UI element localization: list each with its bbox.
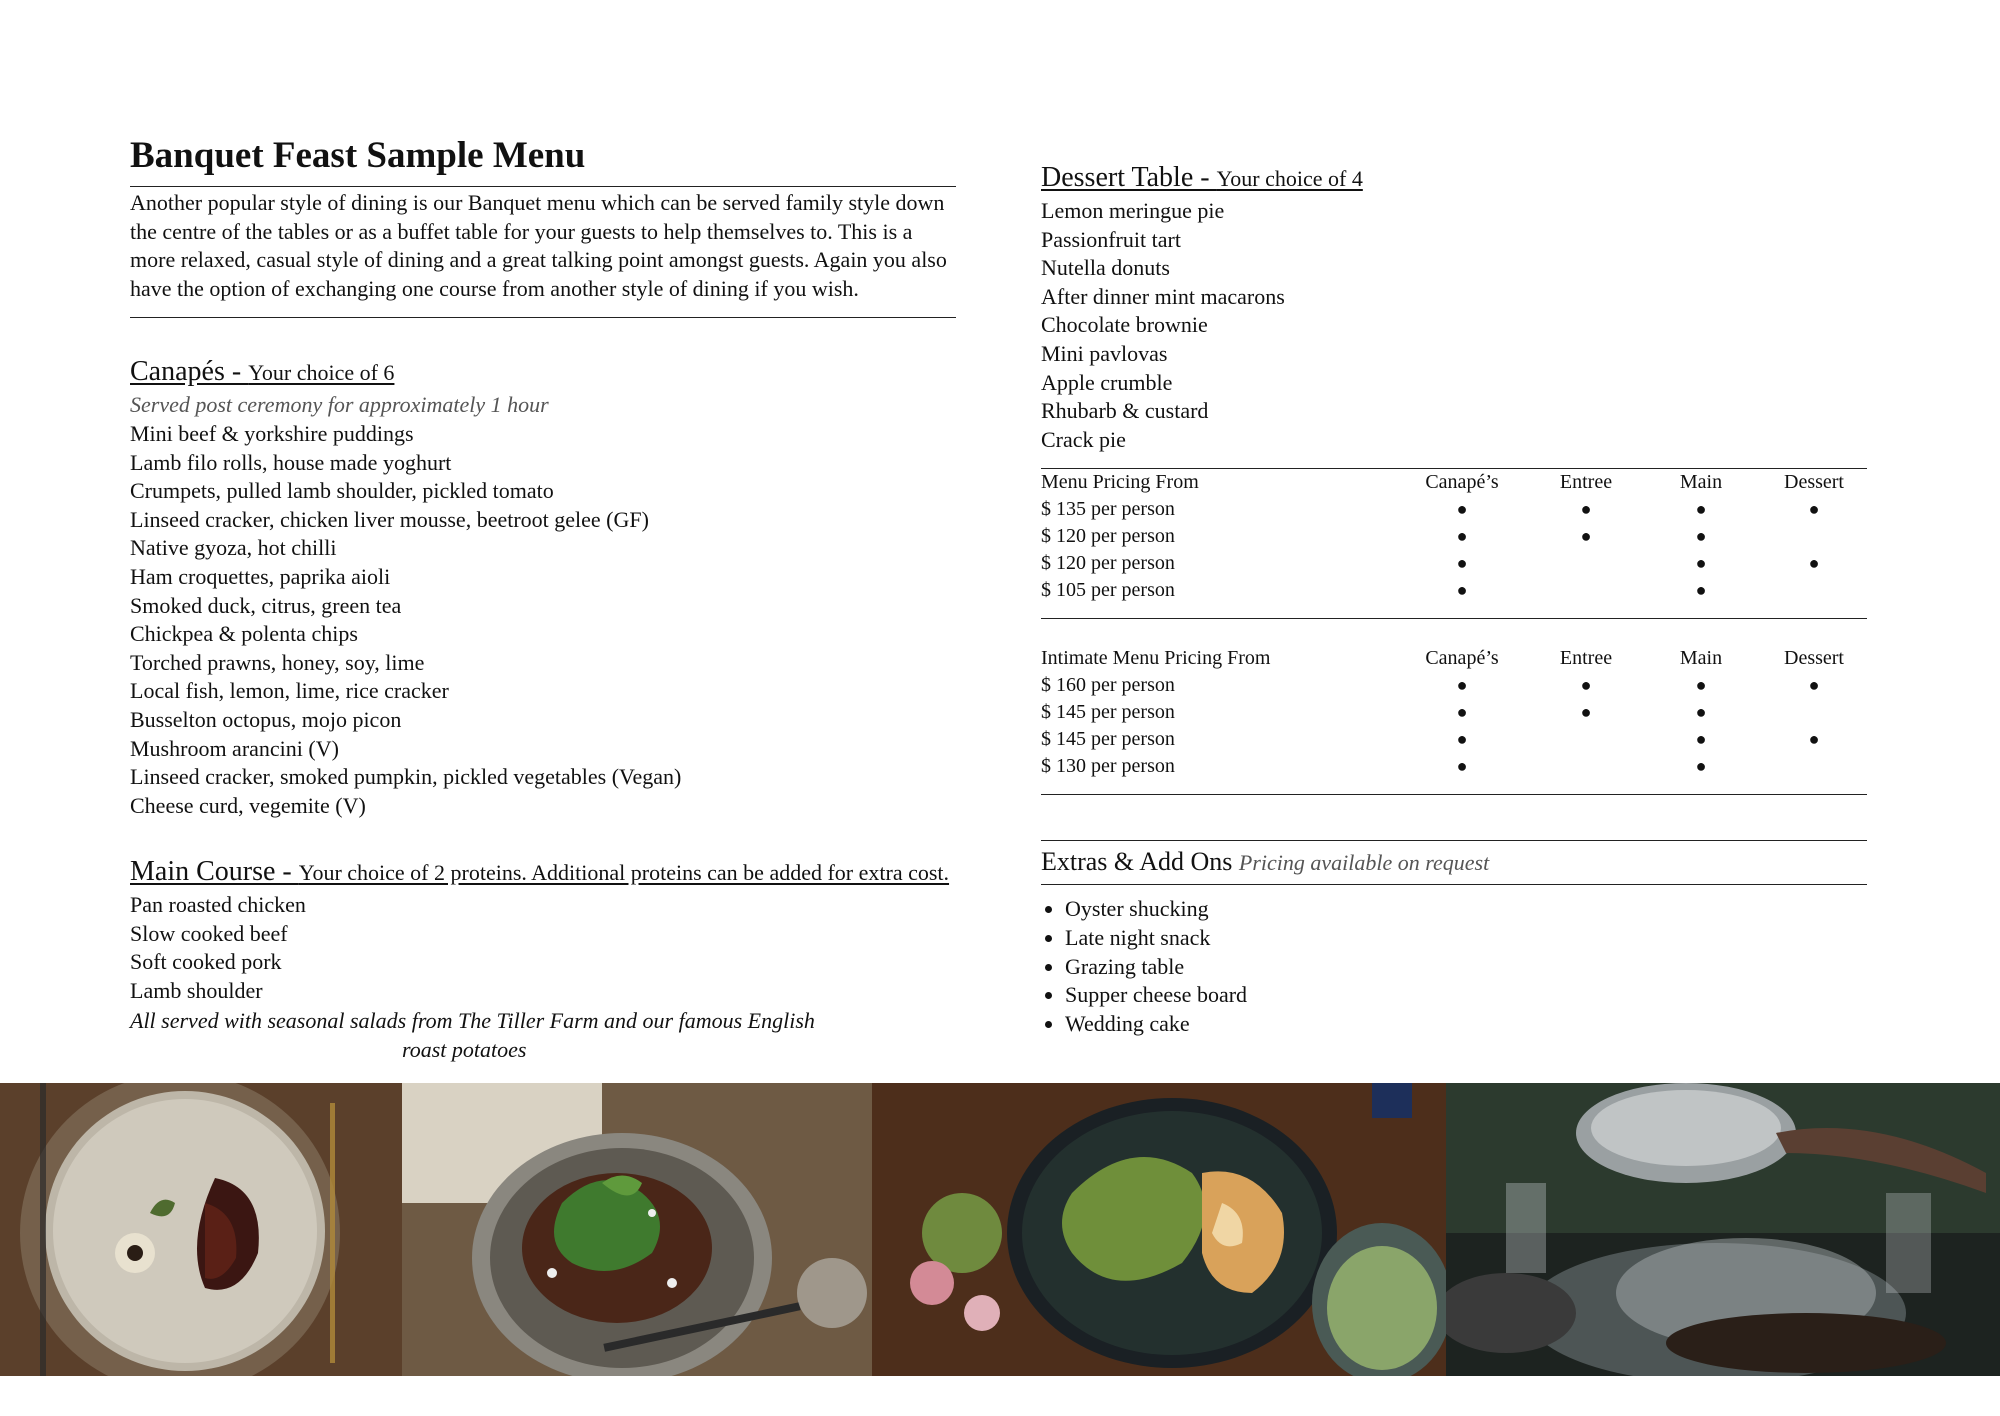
list-item: Torched prawns, honey, soy, lime [130, 649, 425, 675]
list-item: • Oyster shucking [1065, 895, 1867, 924]
menu-intro: Another popular style of dining is our Banquet menu which can be served family style down the centre of the tables or as a buffet table for your guests to help themselves to. This is a more relaxed, casual style of dining and a great talking point amongst guests. Again you also have the option of exchanging one course from another style of dining if you wish. [130, 187, 956, 318]
included-main-dot: ● [1695, 526, 1707, 547]
list-item: Cheese curd, vegemite (V) [130, 792, 366, 818]
list-item: Crack pie [1041, 426, 1126, 452]
dessert-heading [1041, 160, 1867, 197]
dessert-heading-sub: Your choice of 4 [1216, 166, 1363, 191]
included-canapes-dot: ● [1456, 499, 1468, 520]
included-dessert-dot: ● [1808, 499, 1820, 520]
col-main: Main [1679, 471, 1723, 494]
list-item: Rhubarb & custard [1041, 398, 1209, 424]
main-course-list [130, 891, 956, 1005]
list-item: • Grazing table [1065, 953, 1867, 982]
included-canapes-dot: ● [1456, 729, 1468, 750]
list-item: Ham croquettes, paprika aioli [130, 563, 391, 589]
list-item: Passionfruit tart [1041, 226, 1181, 252]
included-canapes-dot: ● [1456, 675, 1468, 696]
canapes-heading [130, 354, 956, 391]
list-item: After dinner mint macarons [1041, 283, 1285, 309]
extras-note: Pricing available on request [1238, 850, 1490, 876]
price-label: $ 130 per person [1041, 755, 1175, 778]
included-entree-dot: ● [1580, 702, 1592, 723]
pricing-header-row [1041, 469, 1867, 496]
included-main-dot: ● [1695, 499, 1707, 520]
included-canapes-dot: ● [1456, 702, 1468, 723]
list-item: Lemon meringue pie [1041, 198, 1225, 223]
included-dessert-dot: ● [1808, 553, 1820, 574]
list-item: • Supper cheese board [1065, 981, 1867, 1010]
included-entree-dot: ● [1580, 526, 1592, 547]
price-label: $ 160 per person [1041, 674, 1175, 697]
main-heading-sub: Your choice of 2 proteins. Additional proteins can be added for extra cost. [298, 860, 950, 886]
included-canapes-dot: ● [1456, 553, 1468, 574]
col-entree: Entree [1559, 471, 1613, 494]
included-main-dot: ● [1695, 553, 1707, 574]
pricing-row [1041, 699, 1867, 726]
main-course-heading [130, 854, 956, 891]
main-course-note-line1: All served with seasonal salads from The Tiller Farm and our famous English [130, 1007, 815, 1033]
price-label: $ 105 per person [1041, 579, 1175, 602]
photo-plated-beef [0, 1083, 402, 1376]
pricing-row [1041, 577, 1867, 604]
photo-smoking-dessert [1446, 1083, 2000, 1376]
pricing-row [1041, 550, 1867, 577]
included-canapes-dot: ● [1456, 756, 1468, 777]
price-label: $ 145 per person [1041, 701, 1175, 724]
list-item: • Wedding cake [1065, 1010, 1867, 1039]
list-item: Slow cooked beef [130, 920, 288, 946]
extras-list [1041, 895, 1867, 1038]
pricing-table [1041, 468, 1867, 619]
list-item: Native gyoza, hot chilli [130, 535, 337, 561]
included-canapes-dot: ● [1456, 526, 1468, 547]
list-item: • Late night snack [1065, 924, 1867, 953]
list-item: Smoked duck, citrus, green tea [130, 592, 402, 618]
col-main: Main [1679, 647, 1723, 670]
left-column [130, 130, 956, 1064]
intimate-pricing-table [1041, 645, 1867, 795]
pricing-heading: Menu Pricing From [1041, 471, 1199, 494]
col-canapes: Canapé’s [1425, 471, 1499, 494]
included-main-dot: ● [1695, 729, 1707, 750]
included-entree-dot: ● [1580, 675, 1592, 696]
extras-heading-title: Extras & Add Ons [1041, 847, 1239, 877]
extras-heading [1041, 840, 1867, 885]
list-item: Mushroom arancini (V) [130, 735, 339, 761]
included-main-dot: ● [1695, 580, 1707, 601]
list-item: Mini pavlovas [1041, 340, 1168, 366]
list-item: Linseed cracker, chicken liver mousse, beetroot gelee (GF) [130, 506, 649, 532]
pricing-row [1041, 672, 1867, 699]
pricing-row [1041, 726, 1867, 753]
photo-banquet-platter [872, 1083, 1446, 1376]
dessert-heading-title: Dessert Table - [1041, 162, 1217, 193]
list-item: Chickpea & polenta chips [130, 621, 358, 647]
included-dessert-dot: ● [1808, 729, 1820, 750]
list-item: Linseed cracker, smoked pumpkin, pickled vegetables (Vegan) [130, 764, 682, 790]
list-item: Busselton octopus, mojo picon [130, 706, 402, 732]
list-item: Soft cooked pork [130, 949, 282, 975]
list-item: Local fish, lemon, lime, rice cracker [130, 678, 449, 704]
menu-title: Banquet Feast Sample Menu [130, 130, 956, 187]
list-item: Nutella donuts [1041, 255, 1170, 281]
col-dessert: Dessert [1784, 647, 1844, 670]
canapes-heading-title: Canapés - [130, 356, 249, 388]
pricing-row [1041, 496, 1867, 523]
included-dessert-dot: ● [1808, 675, 1820, 696]
photo-strip [0, 1083, 2000, 1376]
intimate-pricing-heading: Intimate Menu Pricing From [1041, 647, 1271, 670]
col-dessert: Dessert [1784, 471, 1844, 494]
included-main-dot: ● [1695, 675, 1707, 696]
right-column [1041, 160, 1867, 1038]
included-entree-dot: ● [1580, 499, 1592, 520]
pricing-row [1041, 753, 1867, 780]
dessert-list [1041, 197, 1867, 454]
list-item: Lamb filo rolls, house made yoghurt [130, 449, 452, 475]
list-item: Crumpets, pulled lamb shoulder, pickled tomato [130, 478, 554, 504]
included-main-dot: ● [1695, 756, 1707, 777]
photo-salad-bowl [402, 1083, 872, 1376]
price-label: $ 135 per person [1041, 498, 1175, 521]
list-item: Chocolate brownie [1041, 312, 1208, 338]
list-item: Mini beef & yorkshire puddings [130, 420, 414, 446]
canapes-list [130, 420, 956, 820]
pricing-row [1041, 523, 1867, 550]
list-item: Lamb shoulder [130, 978, 263, 1004]
col-canapes: Canapé’s [1425, 647, 1499, 670]
price-label: $ 120 per person [1041, 552, 1175, 575]
price-label: $ 145 per person [1041, 728, 1175, 751]
canapes-note: Served post ceremony for approximately 1 hour [130, 392, 549, 418]
included-canapes-dot: ● [1456, 580, 1468, 601]
main-heading-title: Main Course - [130, 856, 299, 888]
price-label: $ 120 per person [1041, 525, 1175, 548]
intimate-header-row [1041, 645, 1867, 672]
included-main-dot: ● [1695, 702, 1707, 723]
main-course-note-line2: roast potatoes [402, 1036, 527, 1062]
col-entree: Entree [1559, 647, 1613, 670]
canapes-heading-sub: Your choice of 6 [248, 360, 395, 386]
list-item: Pan roasted chicken [130, 892, 306, 918]
list-item: Apple crumble [1041, 369, 1173, 395]
